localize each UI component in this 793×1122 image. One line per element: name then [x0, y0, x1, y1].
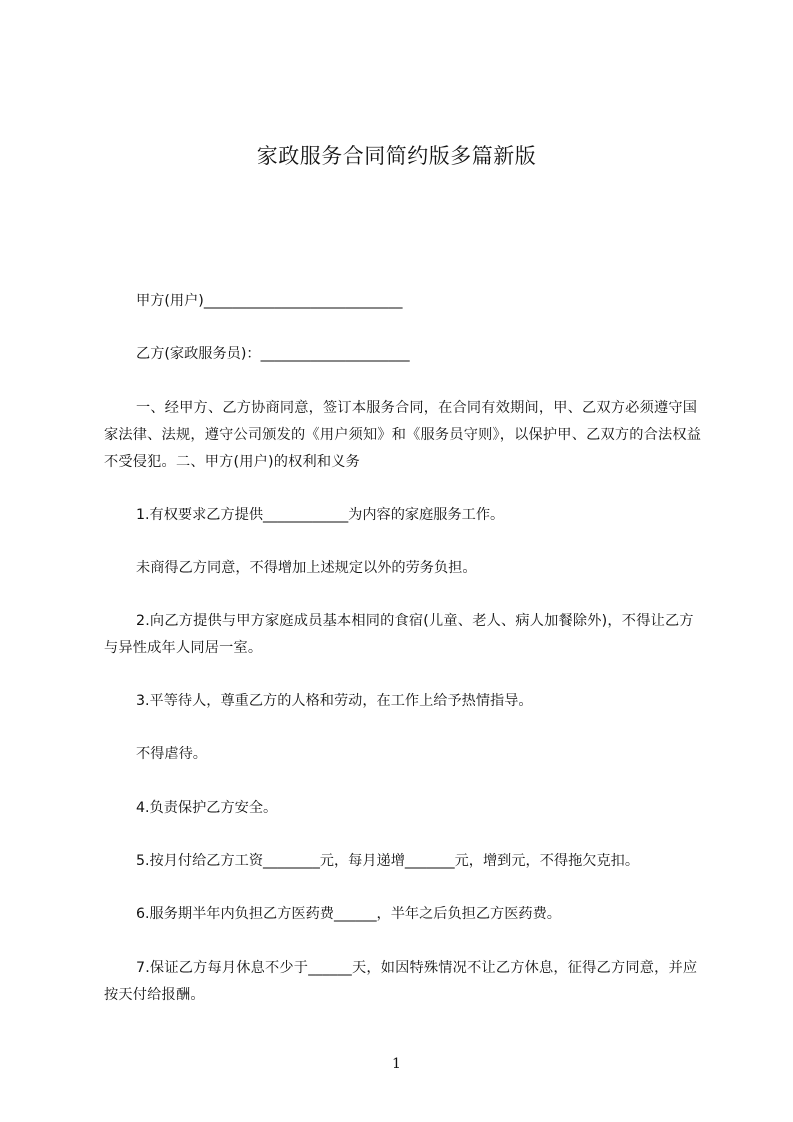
- item-3-note-paragraph: 不得虐待。: [136, 746, 207, 762]
- item-2-paragraph: 2.向乙方提供与甲方家庭成员基本相同的食宿(儿童、老人、病人加餐除外)，不得让乙方与异性成年人同居一室。: [104, 613, 694, 656]
- document-title: 家政服务合同简约版多篇新版: [256, 144, 537, 168]
- item-7-paragraph: 7.保证乙方每月休息不少于______天，如因特殊情况不让乙方休息，征得乙方同意，并应按天付给报酬。: [104, 960, 698, 1003]
- item-6-paragraph: 6.服务期半年内负担乙方医药费______，半年之后负担乙方医药费。: [136, 906, 561, 922]
- party-b-line: 乙方(家政服务员)：_____________________: [136, 346, 410, 362]
- clause-1-paragraph: 一、经甲方、乙方协商同意，签订本服务合同，在合同有效期间，甲、乙双方必须遵守国家法律、法规，遵守公司颁发的《用户须知》和《服务员守则》，以保护甲、乙双方的合法权益不受侵犯。二、甲方(用户)的权利和义务: [104, 400, 702, 470]
- item-5-paragraph: 5.按月付给乙方工资________元，每月递增_______元，增到元，不得拖欠克扣。: [136, 853, 640, 869]
- item-3-paragraph: 3.平等待人，尊重乙方的人格和劳动，在工作上给予热情指导。: [136, 693, 533, 709]
- item-1-paragraph: 1.有权要求乙方提供____________为内容的家庭服务工作。: [136, 507, 505, 523]
- page-number: 1: [392, 1056, 401, 1072]
- item-1-note-paragraph: 未商得乙方同意，不得增加上述规定以外的劳务负担。: [136, 560, 477, 576]
- item-4-paragraph: 4.负责保护乙方安全。: [136, 800, 278, 816]
- party-a-line: 甲方(用户)____________________________: [136, 293, 403, 309]
